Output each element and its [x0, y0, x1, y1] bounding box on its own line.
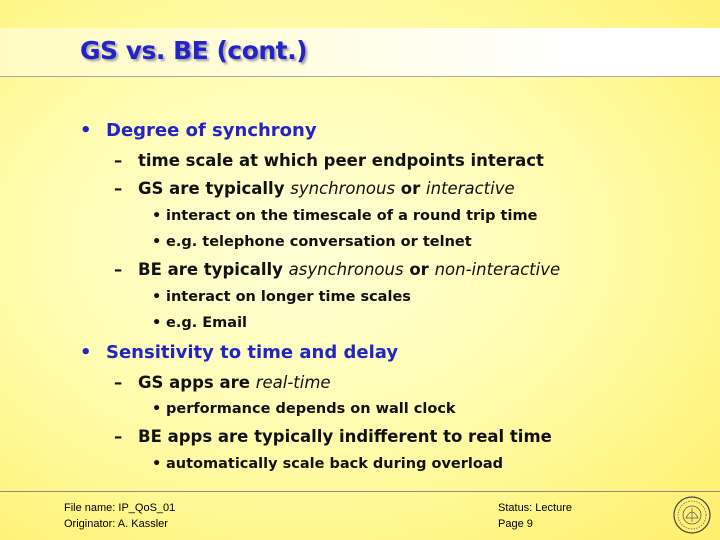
bullet-text: Degree of synchrony [106, 120, 317, 141]
emphasis-interactive: interactive [426, 179, 515, 198]
sub-sub-bullet-scale-back [152, 456, 503, 472]
university-seal-icon [672, 494, 712, 536]
sub-sub-bullet-text: interact on longer time scales [166, 289, 411, 305]
connector-text: or [403, 260, 435, 279]
bullet-marker: • [152, 456, 162, 472]
slide-title: GS vs. BE (cont.) [80, 36, 308, 65]
bullet-degree-of-synchrony [80, 120, 317, 141]
dash-marker: – [114, 260, 123, 279]
sub-bullet-be-asynchronous [114, 260, 560, 279]
sub-sub-bullet-text: e.g. Email [166, 315, 248, 331]
sub-sub-bullet-telephone [152, 234, 472, 250]
sub-bullet-text: GS are typically [138, 179, 291, 198]
sub-bullet-text: time scale at which peer endpoints interact [138, 151, 544, 170]
bullet-sensitivity [80, 342, 398, 363]
sub-bullet-gs-synchronous [114, 179, 515, 198]
footer-status: Status: Lecture [498, 502, 572, 514]
sub-sub-bullet-round-trip [152, 208, 537, 224]
bullet-marker: • [152, 315, 162, 331]
dash-marker: – [114, 373, 123, 392]
sub-sub-bullet-text: e.g. telephone conversation or telnet [166, 234, 472, 250]
sub-bullet-time-scale [114, 151, 544, 170]
emphasis-synchronous: synchronous [290, 179, 396, 198]
bullet-marker: • [152, 289, 162, 305]
sub-bullet-be-indifferent [114, 427, 552, 446]
footer-divider [0, 491, 720, 492]
sub-bullet-text: GS apps are [138, 373, 256, 392]
footer-file-name: File name: IP_QoS_01 [64, 502, 176, 514]
dash-marker: – [114, 179, 123, 198]
emphasis-asynchronous: asynchronous [288, 260, 404, 279]
sub-sub-bullet-longer-time [152, 289, 411, 305]
sub-sub-bullet-wall-clock [152, 401, 456, 417]
footer-page: Page 9 [498, 518, 533, 530]
bullet-marker: • [152, 234, 162, 250]
sub-sub-bullet-text: automatically scale back during overload [166, 456, 503, 472]
sub-bullet-gs-real-time [114, 373, 331, 392]
bullet-marker: • [152, 401, 162, 417]
bullet-marker: • [80, 120, 92, 141]
connector-text: or [395, 179, 427, 198]
bullet-marker: • [152, 208, 162, 224]
emphasis-real-time: real-time [255, 373, 331, 392]
sub-sub-bullet-email [152, 315, 247, 331]
footer-originator: Originator: A. Kassler [64, 518, 168, 530]
sub-bullet-text: BE are typically [138, 260, 289, 279]
dash-marker: – [114, 427, 123, 446]
sub-sub-bullet-text: performance depends on wall clock [166, 401, 456, 417]
dash-marker: – [114, 151, 123, 170]
bullet-marker: • [80, 342, 92, 363]
emphasis-non-interactive: non-interactive [434, 260, 561, 279]
sub-bullet-text: BE apps are typically indifferent to real time [138, 427, 552, 446]
bullet-text: Sensitivity to time and delay [106, 342, 399, 363]
sub-sub-bullet-text: interact on the timescale of a round trip time [166, 208, 538, 224]
